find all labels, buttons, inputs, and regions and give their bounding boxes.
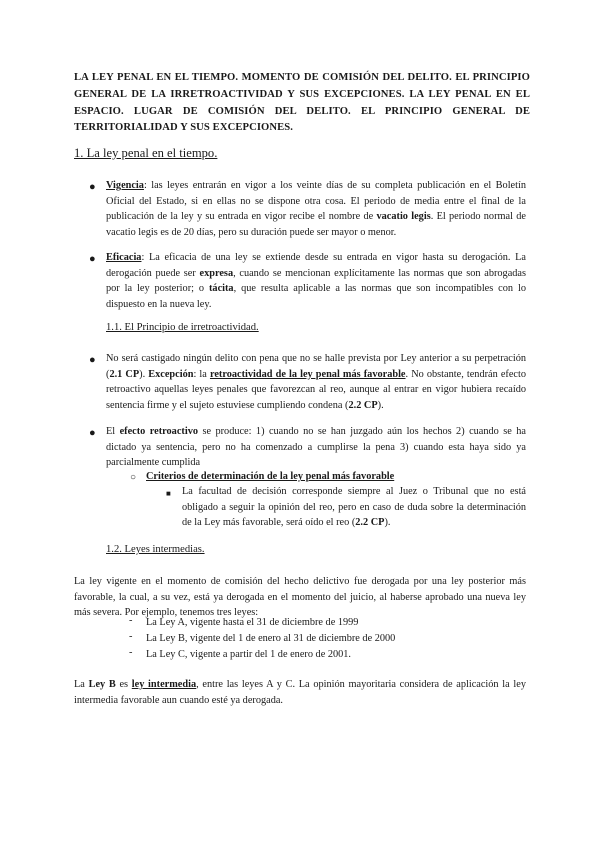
paragraph-vigencia: Vigencia: las leyes entrarán en vigor a los veinte días de su completa publicación en el Boletín Oficial del Estado, si en ellas no se dispone otra cosa. El periodo de media entre el final de la publicación de la ley y su entrada en vigor recibe el nombre de vacatio legis. El periodo normal de vacatio legis es de 20 días, pero su duración puede ser mayor o menor. [106,180,526,238]
paragraph-eficacia: Eficacia: La eficacia de una ley se extiende desde su entrada en vigor hasta su derogación. La derogación puede ser expresa, cuando se mencionan explícitamente las normas que son abrogadas por la ley posterior; o tácita, que resulta aplicable a las normas que son incompatibles con lo dispuesto en la nueva ley. [106,252,526,310]
list-dash: - [129,631,133,642]
list-dash: - [129,615,133,626]
square-bullet-icon: ■ [166,489,171,498]
section-heading-1-1: 1.1. El Principio de irretroactividad. [106,322,259,333]
section-heading-1: 1. La ley penal en el tiempo. [74,146,218,160]
bullet-icon: ● [89,253,96,265]
list-dash: - [129,647,133,658]
bullet-icon: ● [89,427,96,439]
section-heading-1-2: 1.2. Leyes intermedias. [106,544,205,555]
paragraph-conclusion: La Ley B es ley intermedia, entre las leyes A y C. La opinión mayoritaria considera de aplicación la ley intermedia favorable aun cuando esté ya derogada. [74,679,527,706]
document-title: LA LEY PENAL EN EL TIEMPO. MOMENTO DE COMISIÓN DEL DELITO. EL PRINCIPIO GENERAL DE LA IRRETROACTIVIDAD Y SUS EXCEPCIONES. LA LEY PENAL EN EL ESPACIO. LUGAR DE COMISIÓN DEL DELITO. EL PRINCIPIO GENERAL DE TERRITORIALIDAD Y SUS EXCEPCIONES. [74,72,530,134]
sub-heading-criterios: Criterios de determinación de la ley penal más favorable [146,471,395,482]
circle-bullet-icon: ○ [130,472,137,483]
paragraph-efecto-retroactivo: El efecto retroactivo se produce: 1) cuando no se han juzgado aún los hechos 2) cuando se ha dictado ya sentencia, pero no ha comenzado a cumplirse la pena 3) cuando esta haya sido ya parcialmente cumplida [106,426,527,469]
paragraph-criterios: La facultad de decisión corresponde siempre al Juez o Tribunal que no está obligado a seguir la opinión del reo, pero en caso de duda sobre la determinación de la Ley más favorable, será oído el reo (2.2 CP). [182,486,526,529]
paragraph-leyes-intermedias: La ley vigente en el momento de comisión del hecho delictivo fue derogada por una ley posterior más favorable, la cual, a su vez, está ya derogada en el momento del juicio, al haberse aprobado una nueva ley más severa. Por ejemplo, tenemos tres leyes: [74,576,526,619]
list-item-ley-b: La Ley B, vigente del 1 de enero al 31 de diciembre de 2000 [146,633,396,644]
list-item-ley-a: La Ley A, vigente hasta el 31 de diciembre de 1999 [146,617,359,628]
paragraph-irretroactividad: No será castigado ningún delito con pena que no se halle prevista por Ley anterior a su perpetración (2.1 CP). Excepción: la retroactividad de la ley penal más favorable. No obstante, tendrán efecto retroactivo aquellas leyes penales que favorezcan al reo, aunque al entrar en vigor hubiera recaído sentencia firme y el sujeto estuviese cumpliendo condena (2.2 CP). [106,353,526,411]
bullet-icon: ● [89,181,96,193]
list-item-ley-c: La Ley C, vigente a partir del 1 de enero de 2001. [146,649,352,660]
bullet-icon: ● [89,354,96,366]
